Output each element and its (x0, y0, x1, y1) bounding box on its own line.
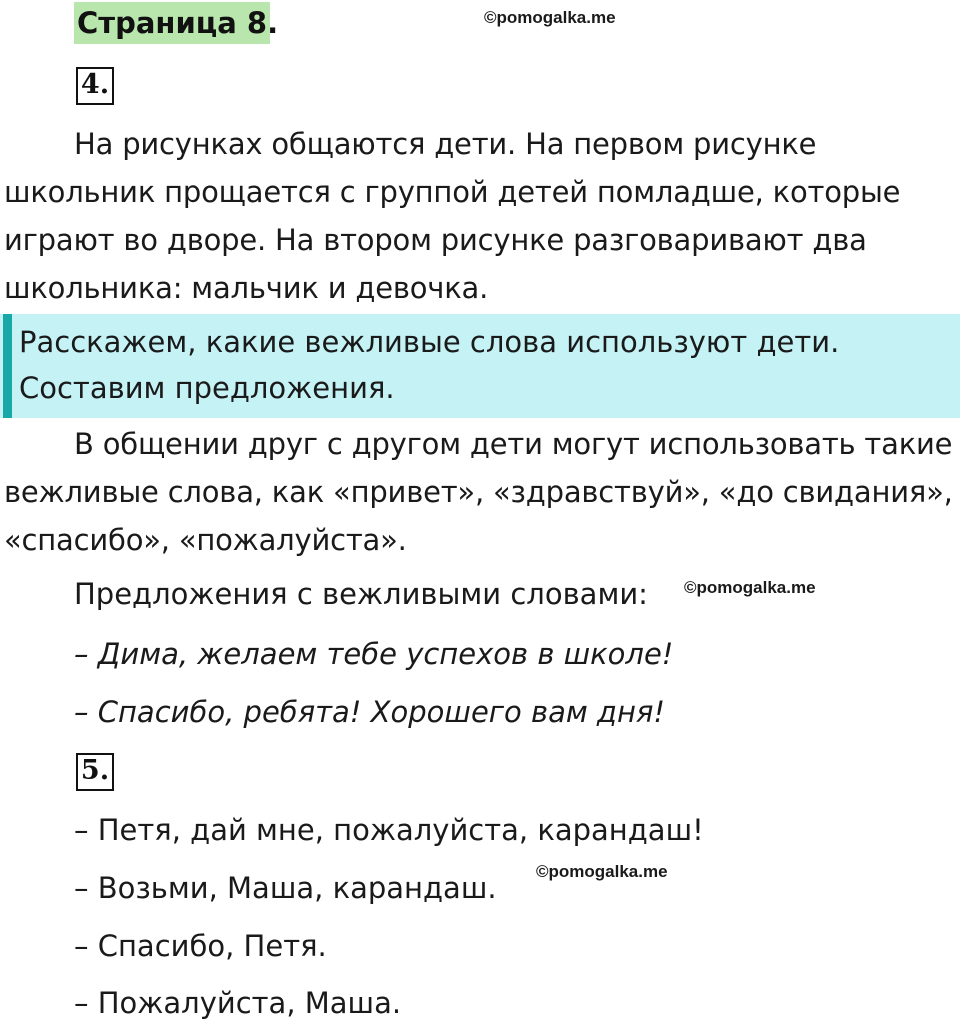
callout-box (0, 314, 960, 418)
watermark: ©pomogalka.me (484, 8, 616, 27)
dialogue-line-4: – Пожалуйста, Маша. (74, 986, 402, 1020)
callout-accent-bar (3, 314, 12, 418)
dialogue-line-1: – Петя, дай мне, пожалуйста, карандаш! (74, 813, 704, 847)
task4-paragraph-2: В общении друг с другом дети могут использовать такие вежливые слова, как «привет», «здравствуй», «до свидания», «спасибо», «пожалуйста». (4, 427, 953, 557)
sentences-intro: Предложения с вежливыми словами: (74, 577, 648, 611)
dialogue-line-2: – Возьми, Маша, карандаш. (74, 871, 497, 905)
sentence-2: – Спасибо, ребята! Хорошего вам дня! (74, 695, 666, 729)
task4-paragraph-1: На рисунках общаются дети. На первом рисунке школьник прощается с группой детей помладше, которые играют во дворе. На втором рисунке разговаривают два школьника: мальчик и девочка. (4, 127, 901, 305)
watermark: ©pomogalka.me (536, 862, 668, 881)
callout-text: Расскажем, какие вежливые слова используют дети. Составим предложения. (19, 325, 840, 405)
task-number-5: 5. (76, 753, 114, 791)
page-title: Страница 8. (74, 2, 270, 44)
watermark: ©pomogalka.me (684, 578, 816, 597)
dialogue-line-3: – Спасибо, Петя. (74, 929, 327, 963)
task-number-4: 4. (76, 67, 114, 105)
sentence-1: – Дима, желаем тебе успехов в школе! (74, 637, 674, 671)
